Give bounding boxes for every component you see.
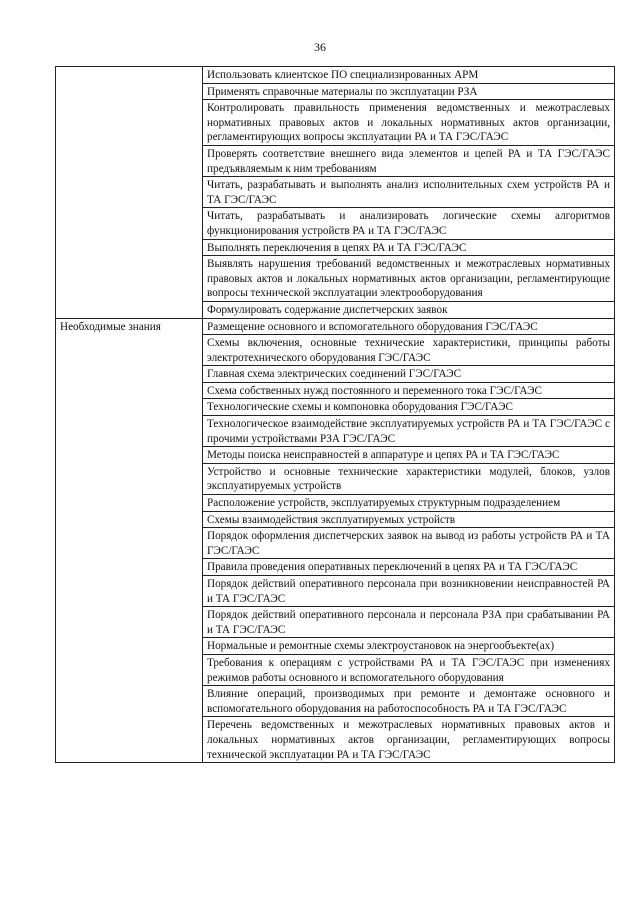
table-cell: Правила проведения оперативных переключений в цепях РА и ТА ГЭС/ГАЭС <box>203 559 615 576</box>
table-row <box>56 67 615 84</box>
table-cell: Читать, разрабатывать и выполнять анализ исполнительных схем устройств РА и ТА ГЭС/ГАЭС <box>203 177 615 208</box>
table-cell: Выполнять переключения в цепях РА и ТА ГЭС/ГАЭС <box>203 239 615 256</box>
category-cell <box>56 67 203 319</box>
competency-table <box>55 66 615 763</box>
table-cell: Выявлять нарушения требований ведомственных и межотраслевых нормативных правовых актов и локальных нормативных актов организации, регламентирующие вопросы технической эксплуатации электрооборудования <box>203 256 615 302</box>
table-cell: Влияние операций, производимых при ремонте и демонтаже основного и вспомогательного оборудования на работоспособность РА и ТА ГЭС/ГАЭС <box>203 686 615 717</box>
category-cell: Необходимые знания <box>56 318 203 763</box>
table-cell: Схема собственных нужд постоянного и переменного тока ГЭС/ГАЭС <box>203 382 615 399</box>
table-cell: Проверять соответствие внешнего вида элементов и цепей РА и ТА ГЭС/ГАЭС предъявляемым к ним требованиям <box>203 145 615 176</box>
table-cell: Устройство и основные технические характеристики модулей, блоков, узлов эксплуатируемых устройств <box>203 463 615 494</box>
table-cell: Нормальные и ремонтные схемы электроустановок на энергообъекте(ах) <box>203 638 615 655</box>
table-cell: Порядок действий оперативного персонала и персонала РЗА при срабатывании РА и ТА ГЭС/ГАЭС <box>203 607 615 638</box>
page-number: 36 <box>314 40 326 54</box>
table-cell: Методы поиска неисправностей в аппаратуре и цепях РА и ТА ГЭС/ГАЭС <box>203 447 615 464</box>
table-cell: Контролировать правильность применения ведомственных и межотраслевых нормативных правовых актов и локальных нормативных актов организации, регламентирующих вопросы эксплуатации РА и ТА ГЭС/ГАЭС <box>203 100 615 146</box>
table-cell: Требования к операциям с устройствами РА и ТА ГЭС/ГАЭС при изменениях режимов работы основного и вспомогательного оборудования <box>203 654 615 685</box>
table-cell: Схемы взаимодействия эксплуатируемых устройств <box>203 511 615 528</box>
table-cell: Главная схема электрических соединений ГЭС/ГАЭС <box>203 366 615 383</box>
table-cell: Технологические схемы и компоновка оборудования ГЭС/ГАЭС <box>203 399 615 416</box>
table-cell: Схемы включения, основные технические характеристики, принципы работы электротехнического оборудования ГЭС/ГАЭС <box>203 335 615 366</box>
table-cell: Формулировать содержание диспетчерских заявок <box>203 301 615 318</box>
table-row <box>56 318 615 335</box>
table-cell: Технологическое взаимодействие эксплуатируемых устройств РА и ТА ГЭС/ГАЭС с прочими устройствами РЗА ГЭС/ГАЭС <box>203 416 615 447</box>
table-cell: Порядок действий оперативного персонала при возникновении неисправностей РА и ТА ГЭС/ГАЭС <box>203 576 615 607</box>
table-cell: Размещение основного и вспомогательного оборудования ГЭС/ГАЭС <box>203 318 615 335</box>
table-cell: Использовать клиентское ПО специализированных АРМ <box>203 67 615 84</box>
table-cell: Читать, разрабатывать и анализировать логические схемы алгоритмов функционирования устройств РА и ТА ГЭС/ГАЭС <box>203 208 615 239</box>
table-cell: Расположение устройств, эксплуатируемых структурным подразделением <box>203 495 615 512</box>
table-cell: Применять справочные материалы по эксплуатации РЗА <box>203 83 615 100</box>
table-cell: Порядок оформления диспетчерских заявок на вывод из работы устройств РА и ТА ГЭС/ГАЭС <box>203 528 615 559</box>
table-cell: Перечень ведомственных и межотраслевых нормативных правовых актов и локальных нормативных актов организации, регламентирующих вопросы технической эксплуатации РА и ТА ГЭС/ГАЭС <box>203 717 615 763</box>
